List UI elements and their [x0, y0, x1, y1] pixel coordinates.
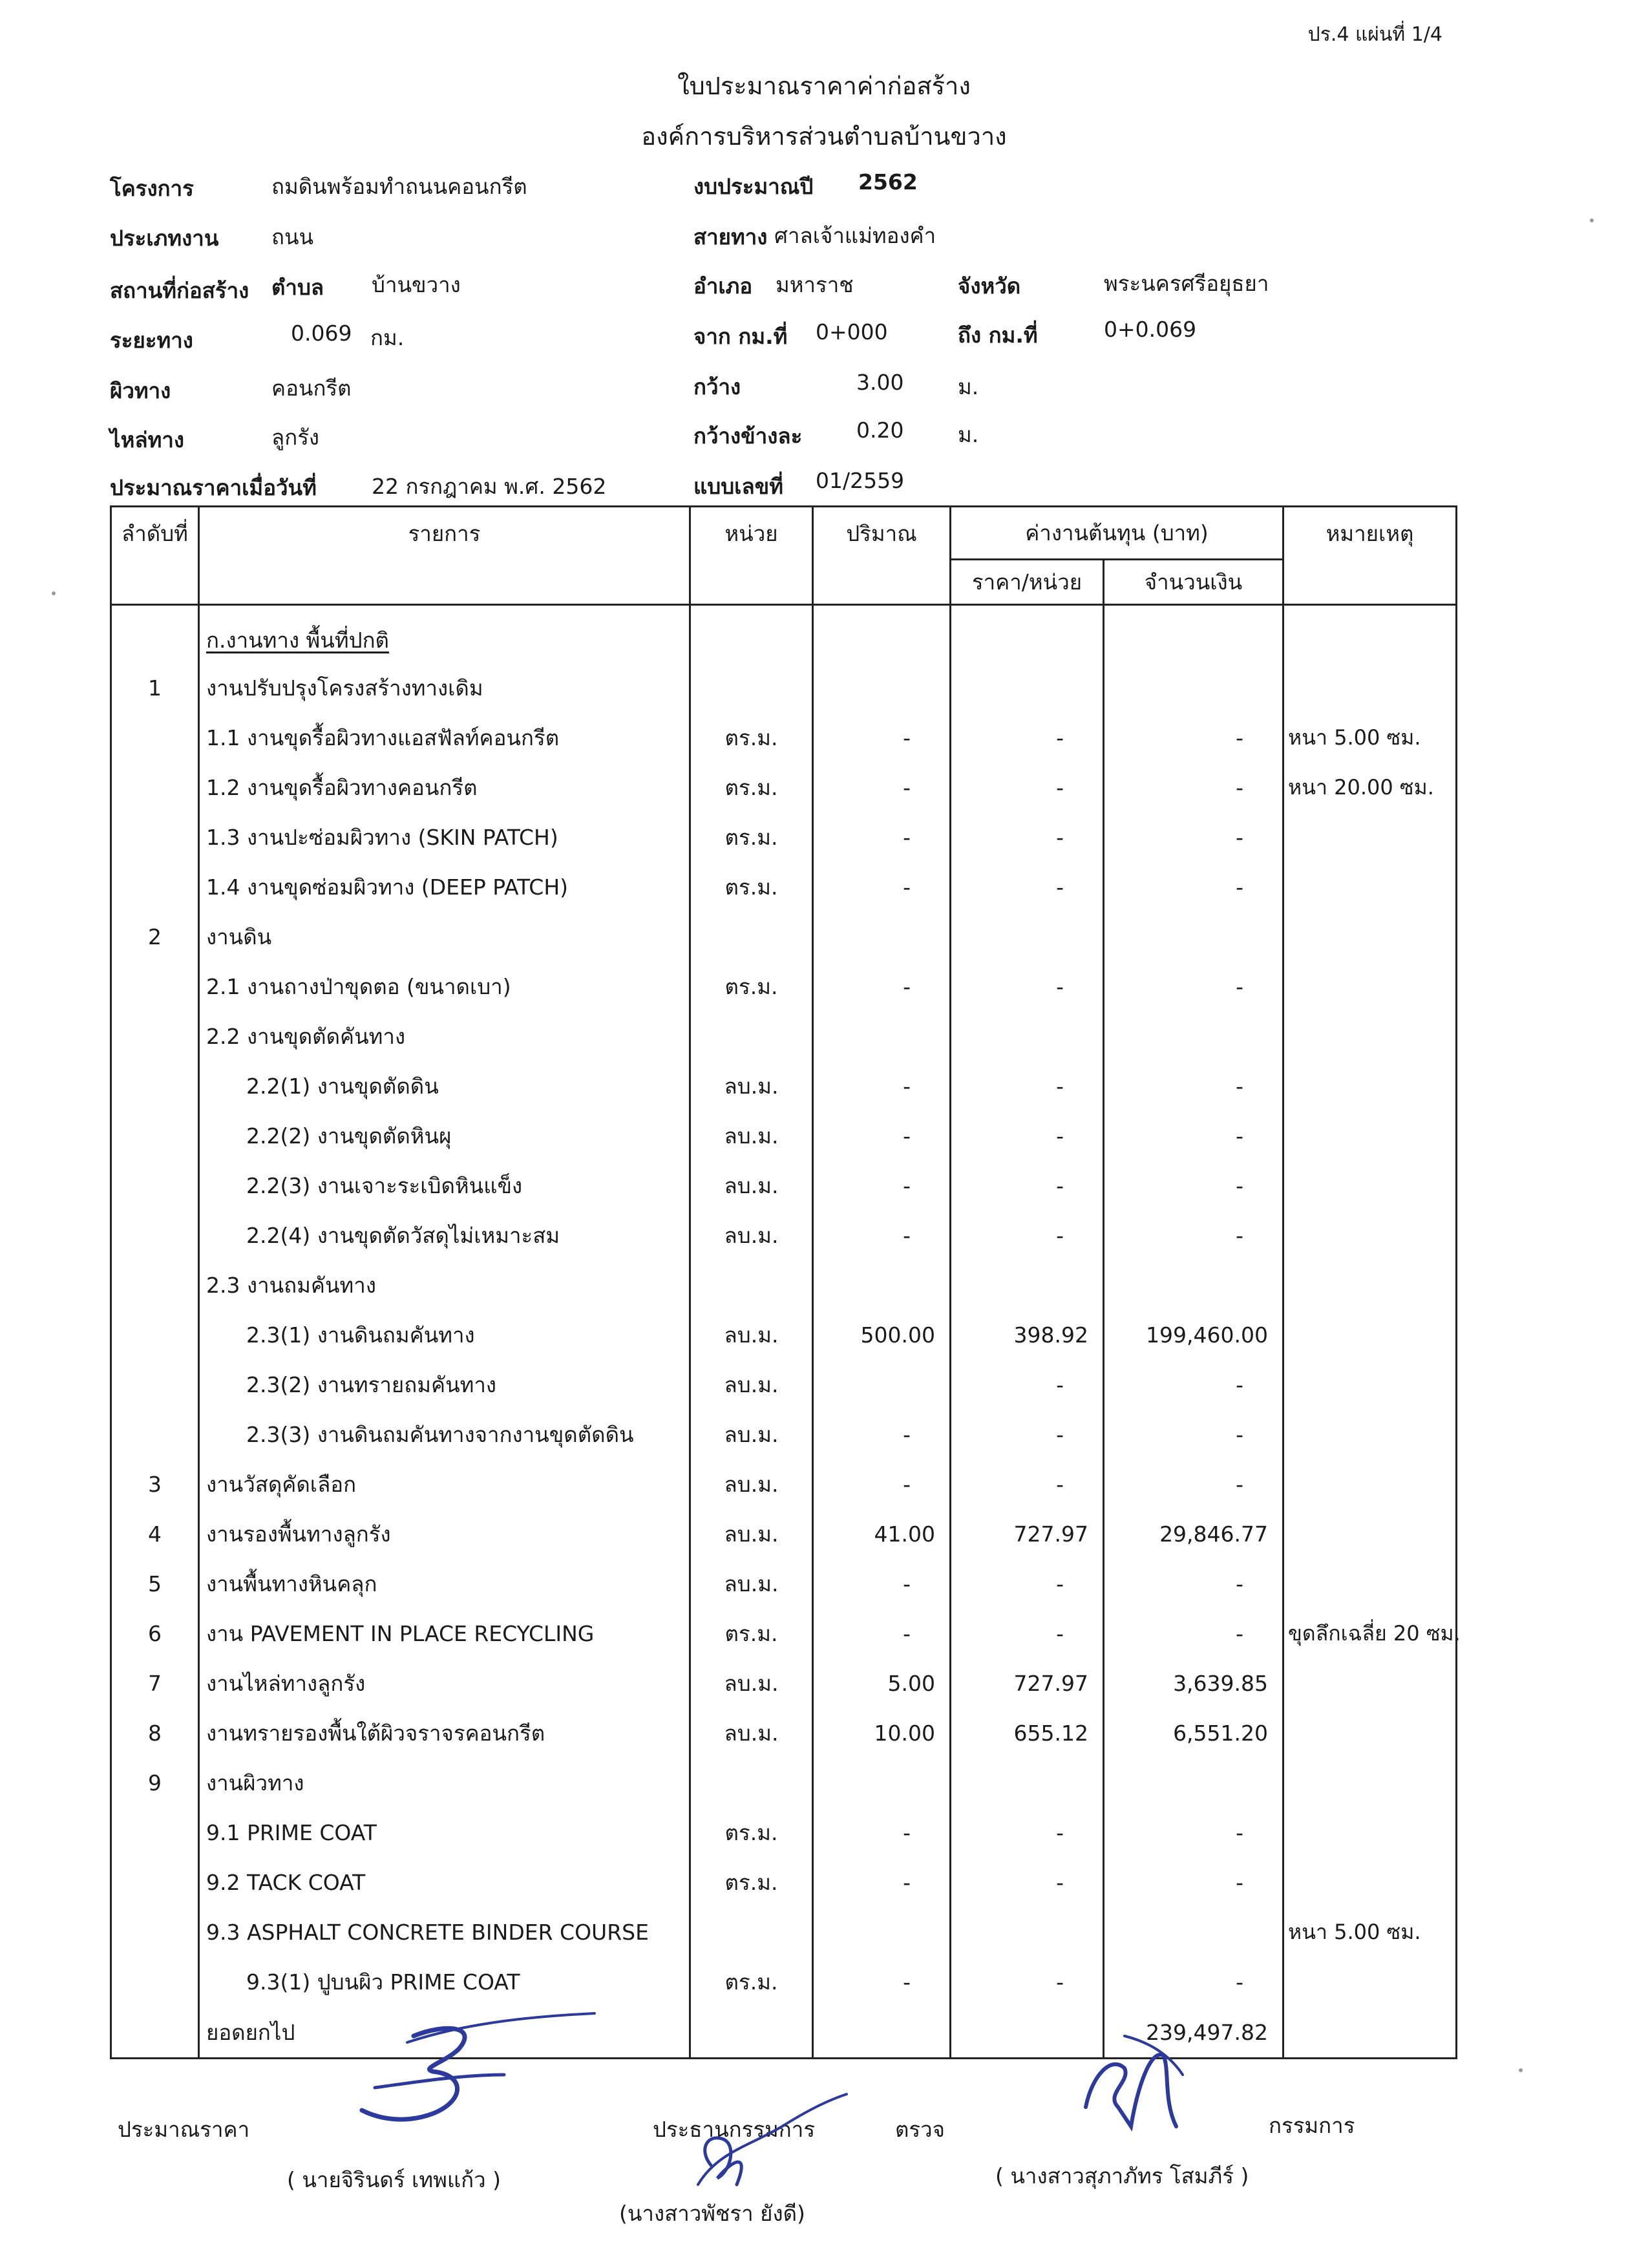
- cell-remark: [1284, 605, 1457, 664]
- table-row: [111, 1907, 1457, 1957]
- cell-qty: [813, 605, 951, 664]
- cell-remark: [1284, 1659, 1457, 1708]
- route-value: ศาลเจ้าแม่ทองคำ: [774, 223, 936, 248]
- cell-no: [111, 713, 199, 763]
- cell-item: งานผิวทาง: [199, 1758, 690, 1808]
- estimator-label: ประมาณราคา: [118, 2117, 250, 2142]
- cell-price: -: [951, 1808, 1104, 1858]
- cell-qty: [813, 2007, 951, 2059]
- cell-qty: -: [813, 1559, 951, 1609]
- table-row: [111, 912, 1457, 962]
- cell-qty: -: [813, 1957, 951, 2007]
- cell-amount: 3,639.85: [1104, 1659, 1284, 1708]
- cell-no: 3: [111, 1459, 199, 1509]
- cell-remark: หนา 20.00 ซม.: [1284, 763, 1457, 812]
- cell-price: -: [951, 812, 1104, 862]
- cell-qty: -: [813, 1858, 951, 1907]
- table-body: [111, 605, 1461, 2059]
- cell-qty: -: [813, 1410, 951, 1459]
- distance-label: ระยะทาง: [110, 328, 193, 353]
- table-row: [111, 1410, 1457, 1459]
- chair-label: ประธานกรรมการ: [653, 2117, 816, 2142]
- distance-value: 0.069: [291, 321, 352, 346]
- cell-price: -: [951, 1061, 1104, 1111]
- cell-remark: [1284, 1360, 1457, 1410]
- header-unit-price: ราคา/หน่วย: [951, 560, 1104, 605]
- cell-no: [111, 1061, 199, 1111]
- cell-price: [951, 663, 1104, 713]
- surface-value: คอนกรีต: [271, 376, 352, 401]
- cell-price: -: [951, 962, 1104, 1012]
- shoulder-width-unit: ม.: [958, 422, 979, 447]
- cell-price: -: [951, 1559, 1104, 1609]
- cell-qty: -: [813, 1808, 951, 1858]
- cell-price: -: [951, 1410, 1104, 1459]
- cell-unit: ตร.ม.: [690, 1609, 813, 1659]
- cell-amount: [1104, 1012, 1284, 1061]
- cell-qty: -: [813, 962, 951, 1012]
- site-label: สถานที่ก่อสร้าง: [110, 278, 249, 303]
- cell-price: -: [951, 1360, 1104, 1410]
- shoulder-width-value: 0.20: [856, 418, 904, 443]
- cell-no: [111, 1410, 199, 1459]
- cell-unit: ตร.ม.: [690, 862, 813, 912]
- table-row: [111, 1459, 1457, 1509]
- cell-item: 2.2(2) งานขุดตัดหินผุ: [199, 1111, 690, 1161]
- cell-unit: ลบ.ม.: [690, 1111, 813, 1161]
- table-row: [111, 1808, 1457, 1858]
- cell-remark: [1284, 1211, 1457, 1260]
- shoulder-width-label: กว้างข้างละ: [693, 423, 803, 449]
- table-row: [111, 1708, 1457, 1758]
- table-row: [111, 663, 1457, 713]
- to-km-label: ถึง กม.ที่: [958, 323, 1038, 348]
- cell-qty: -: [813, 763, 951, 812]
- cell-item: 9.1 PRIME COAT: [199, 1808, 690, 1858]
- cell-remark: [1284, 1559, 1457, 1609]
- surface-label: ผิวทาง: [110, 378, 171, 403]
- cell-no: [111, 763, 199, 812]
- cell-amount: -: [1104, 1808, 1284, 1858]
- tambon-label: ตำบล: [271, 275, 324, 300]
- cell-item: 2.3(3) งานดินถมคันทางจากงานขุดตัดดิน: [199, 1410, 690, 1459]
- cell-remark: [1284, 912, 1457, 962]
- cell-remark: [1284, 1708, 1457, 1758]
- table-row: [111, 1559, 1457, 1609]
- cell-item: 1.3 งานปะซ่อมผิวทาง (SKIN PATCH): [199, 812, 690, 862]
- cell-remark: [1284, 962, 1457, 1012]
- cell-unit: ลบ.ม.: [690, 1509, 813, 1559]
- table-row: [111, 1012, 1457, 1061]
- cell-no: [111, 862, 199, 912]
- amphoe-value: มหาราช: [776, 272, 854, 297]
- cell-item: 2.3 งานถมคันทาง: [199, 1260, 690, 1310]
- cell-amount: [1104, 663, 1284, 713]
- cell-unit: ลบ.ม.: [690, 1459, 813, 1509]
- cell-no: [111, 1957, 199, 2007]
- cell-unit: ลบ.ม.: [690, 1659, 813, 1708]
- table-row: [111, 862, 1457, 912]
- scan-speck: [1590, 218, 1594, 222]
- cell-qty: [813, 1360, 951, 1410]
- table-row: [111, 1858, 1457, 1907]
- cell-unit: [690, 1758, 813, 1808]
- table-row: [111, 1957, 1457, 2007]
- table-row: [111, 1360, 1457, 1410]
- cell-amount: -: [1104, 763, 1284, 812]
- cell-remark: [1284, 1459, 1457, 1509]
- cell-item: 2.3(1) งานดินถมคันทาง: [199, 1310, 690, 1360]
- cell-no: [111, 1260, 199, 1310]
- cell-amount: -: [1104, 812, 1284, 862]
- form-code: ปร.4 แผ่นที่ 1/4: [1307, 23, 1442, 46]
- table-row: [111, 2007, 1457, 2059]
- cell-remark: [1284, 1509, 1457, 1559]
- cell-item: 2.2(3) งานเจาะระเบิดหินแข็ง: [199, 1161, 690, 1211]
- scan-speck: [52, 591, 56, 595]
- cell-qty: [813, 1260, 951, 1310]
- route-label: สายทาง: [693, 224, 768, 249]
- cell-unit: ตร.ม.: [690, 713, 813, 763]
- cell-unit: ตร.ม.: [690, 1957, 813, 2007]
- date-value: 22 กรกฎาคม พ.ศ. 2562: [372, 474, 607, 499]
- cell-no: [111, 1310, 199, 1360]
- header-unit: หน่วย: [690, 507, 813, 605]
- cell-amount: -: [1104, 1211, 1284, 1260]
- member-signature-mark: [1066, 2030, 1221, 2139]
- cell-price: [951, 1758, 1104, 1808]
- cell-item: 1.4 งานขุดซ่อมผิวทาง (DEEP PATCH): [199, 862, 690, 912]
- cell-item: งานรองพื้นทางลูกรัง: [199, 1509, 690, 1559]
- cell-no: 2: [111, 912, 199, 962]
- cell-no: [111, 1360, 199, 1410]
- cell-no: 9: [111, 1758, 199, 1808]
- table-row: [111, 1310, 1457, 1360]
- cell-unit: [690, 663, 813, 713]
- distance-unit: กม.: [370, 325, 405, 350]
- cell-no: 7: [111, 1659, 199, 1708]
- drawing-value: 01/2559: [816, 468, 905, 493]
- cell-qty: [813, 1012, 951, 1061]
- table-row: [111, 1061, 1457, 1111]
- cell-price: -: [951, 1957, 1104, 2007]
- cell-amount: -: [1104, 1360, 1284, 1410]
- cell-amount: [1104, 1260, 1284, 1310]
- header-cost-group: ค่างานต้นทุน (บาท): [951, 507, 1284, 560]
- cell-no: [111, 1012, 199, 1061]
- cell-qty: 5.00: [813, 1659, 951, 1708]
- cell-remark: [1284, 1808, 1457, 1858]
- table-row: [111, 605, 1457, 664]
- cell-no: [111, 1211, 199, 1260]
- cell-remark: [1284, 1012, 1457, 1061]
- cell-unit: ลบ.ม.: [690, 1708, 813, 1758]
- from-km-label: จาก กม.ที่: [693, 324, 788, 349]
- organization-title: องค์การบริหารส่วนตำบลบ้านขวาง: [641, 122, 1007, 151]
- cell-remark: [1284, 862, 1457, 912]
- cell-remark: [1284, 1111, 1457, 1161]
- table-row: [111, 962, 1457, 1012]
- cell-unit: ลบ.ม.: [690, 1360, 813, 1410]
- cell-unit: ลบ.ม.: [690, 1410, 813, 1459]
- header-remark: หมายเหตุ: [1284, 507, 1457, 605]
- date-label: ประมาณราคาเมื่อวันที่: [110, 475, 317, 500]
- cell-item: งานพื้นทางหินคลุก: [199, 1559, 690, 1609]
- cell-item: ยอดยกไป: [199, 2007, 690, 2059]
- header-amount: จำนวนเงิน: [1104, 560, 1284, 605]
- cell-amount: -: [1104, 1061, 1284, 1111]
- tambon-value: บ้านขวาง: [372, 272, 461, 297]
- header-qty: ปริมาณ: [813, 507, 951, 605]
- cell-price: -: [951, 1111, 1104, 1161]
- cell-no: 6: [111, 1609, 199, 1659]
- cell-unit: ตร.ม.: [690, 962, 813, 1012]
- cost-estimate-table: [110, 505, 1461, 2059]
- cell-amount: -: [1104, 1957, 1284, 2007]
- worktype-value: ถนน: [271, 224, 314, 249]
- cell-amount: -: [1104, 713, 1284, 763]
- cell-price: 398.92: [951, 1310, 1104, 1360]
- cell-item: 1.1 งานขุดรื้อผิวทางแอสฟัลท์คอนกรีต: [199, 713, 690, 763]
- cell-qty: -: [813, 1061, 951, 1111]
- cell-price: -: [951, 1858, 1104, 1907]
- cell-price: -: [951, 1459, 1104, 1509]
- cell-no: [111, 1907, 199, 1957]
- shoulder-value: ลูกรัง: [271, 425, 320, 450]
- cell-price: -: [951, 763, 1104, 812]
- cell-unit: ตร.ม.: [690, 812, 813, 862]
- cell-unit: ลบ.ม.: [690, 1211, 813, 1260]
- cell-price: 655.12: [951, 1708, 1104, 1758]
- cell-item: 2.3(2) งานทรายถมคันทาง: [199, 1360, 690, 1410]
- table-row: [111, 1161, 1457, 1211]
- cell-qty: -: [813, 1111, 951, 1161]
- member-name: ( นางสาวสุภาภัทร โสมภีร์ ): [995, 2163, 1249, 2189]
- document-title: ใบประมาณราคาค่าก่อสร้าง: [677, 72, 971, 100]
- cell-price: [951, 1907, 1104, 1957]
- table-row: [111, 1211, 1457, 1260]
- budget-label: งบประมาณปี: [693, 174, 814, 199]
- cell-amount: [1104, 912, 1284, 962]
- cell-remark: หนา 5.00 ซม.: [1284, 713, 1457, 763]
- amphoe-label: อำเภอ: [693, 273, 753, 299]
- budget-value: 2562: [858, 169, 918, 195]
- cell-amount: -: [1104, 1111, 1284, 1161]
- cell-qty: -: [813, 1211, 951, 1260]
- cell-remark: [1284, 1061, 1457, 1111]
- cell-amount: [1104, 1758, 1284, 1808]
- cell-amount: [1104, 605, 1284, 664]
- cell-qty: -: [813, 812, 951, 862]
- cell-qty: 10.00: [813, 1708, 951, 1758]
- check-label: ตรวจ: [895, 2117, 945, 2142]
- cell-remark: [1284, 1260, 1457, 1310]
- cell-unit: [690, 912, 813, 962]
- estimator-signature-mark: [336, 2010, 607, 2159]
- cell-unit: ลบ.ม.: [690, 1310, 813, 1360]
- table-row: [111, 1758, 1457, 1808]
- cell-item: งานวัสดุคัดเลือก: [199, 1459, 690, 1509]
- table-row: [111, 1111, 1457, 1161]
- cell-remark: [1284, 2007, 1457, 2059]
- cell-price: -: [951, 1161, 1104, 1211]
- cell-amount: 239,497.82: [1104, 2007, 1284, 2059]
- cell-no: [111, 962, 199, 1012]
- cell-remark: [1284, 663, 1457, 713]
- from-km-value: 0+000: [816, 319, 888, 344]
- cell-no: 4: [111, 1509, 199, 1559]
- cell-qty: [813, 912, 951, 962]
- cell-no: [111, 605, 199, 664]
- cell-item: 9.3 ASPHALT CONCRETE BINDER COURSE: [199, 1907, 690, 1957]
- cell-no: [111, 1161, 199, 1211]
- cell-amount: -: [1104, 1459, 1284, 1509]
- drawing-label: แบบเลขที่: [693, 474, 783, 499]
- cell-item: 2.2 งานขุดตัดคันทาง: [199, 1012, 690, 1061]
- cell-amount: -: [1104, 862, 1284, 912]
- cell-item: งานปรับปรุงโครงสร้างทางเดิม: [199, 663, 690, 713]
- cell-amount: -: [1104, 1559, 1284, 1609]
- estimator-name: ( นายจิรินดร์ เทพแก้ว ): [287, 2167, 501, 2192]
- to-km-value: 0+0.069: [1104, 317, 1197, 342]
- cell-remark: [1284, 1858, 1457, 1907]
- cell-item: 9.3(1) ปูบนผิว PRIME COAT: [199, 1957, 690, 2007]
- cell-qty: -: [813, 713, 951, 763]
- header-item: รายการ: [199, 507, 690, 605]
- cell-unit: ตร.ม.: [690, 1808, 813, 1858]
- shoulder-label: ไหล่ทาง: [110, 427, 184, 452]
- cell-item: 9.2 TACK COAT: [199, 1858, 690, 1907]
- cell-qty: -: [813, 1161, 951, 1211]
- cell-unit: ตร.ม.: [690, 1858, 813, 1907]
- project-label: โครงการ: [110, 176, 194, 201]
- cell-remark: [1284, 1161, 1457, 1211]
- cell-amount: -: [1104, 1858, 1284, 1907]
- cell-unit: [690, 1012, 813, 1061]
- cell-unit: ตร.ม.: [690, 763, 813, 812]
- cell-qty: 500.00: [813, 1310, 951, 1360]
- cell-item: 2.2(1) งานขุดตัดดิน: [199, 1061, 690, 1111]
- cell-price: -: [951, 713, 1104, 763]
- table-row: [111, 713, 1457, 763]
- header-no: ลำดับที่: [111, 507, 199, 605]
- cell-item: 1.2 งานขุดรื้อผิวทางคอนกรีต: [199, 763, 690, 812]
- cell-unit: [690, 1260, 813, 1310]
- table-row: [111, 1609, 1457, 1659]
- cell-qty: [813, 1758, 951, 1808]
- cell-amount: -: [1104, 1609, 1284, 1659]
- table-row: [111, 1509, 1457, 1559]
- cell-price: -: [951, 862, 1104, 912]
- cell-no: [111, 812, 199, 862]
- table-row: [111, 812, 1457, 862]
- cell-price: 727.97: [951, 1659, 1104, 1708]
- province-value: พระนครศรีอยุธยา: [1104, 271, 1269, 296]
- cell-unit: ลบ.ม.: [690, 1061, 813, 1111]
- province-label: จังหวัด: [958, 273, 1021, 299]
- cell-price: 727.97: [951, 1509, 1104, 1559]
- cell-amount: 199,460.00: [1104, 1310, 1284, 1360]
- cell-remark: [1284, 1957, 1457, 2007]
- cell-amount: 29,846.77: [1104, 1509, 1284, 1559]
- cell-no: 8: [111, 1708, 199, 1758]
- cell-remark: [1284, 1758, 1457, 1808]
- table-row: [111, 1260, 1457, 1310]
- cell-price: -: [951, 1211, 1104, 1260]
- cell-no: [111, 2007, 199, 2059]
- cell-no: 5: [111, 1559, 199, 1609]
- width-unit: ม.: [958, 374, 979, 399]
- cell-no: [111, 1808, 199, 1858]
- cell-price: [951, 605, 1104, 664]
- cell-unit: [690, 605, 813, 664]
- cell-amount: [1104, 1907, 1284, 1957]
- cell-item: 2.1 งานถางป่าขุดตอ (ขนาดเบา): [199, 962, 690, 1012]
- cell-price: [951, 1012, 1104, 1061]
- worktype-label: ประเภทงาน: [110, 226, 219, 251]
- cell-remark: [1284, 1310, 1457, 1360]
- table-row: [111, 763, 1457, 812]
- cell-price: [951, 1260, 1104, 1310]
- cell-amount: -: [1104, 1161, 1284, 1211]
- cell-unit: ลบ.ม.: [690, 1559, 813, 1609]
- cell-remark: หนา 5.00 ซม.: [1284, 1907, 1457, 1957]
- member-label: กรรมการ: [1269, 2113, 1355, 2138]
- cell-item: 2.2(4) งานขุดตัดวัสดุไม่เหมาะสม: [199, 1211, 690, 1260]
- cell-qty: -: [813, 1609, 951, 1659]
- cell-no: [111, 1858, 199, 1907]
- cell-no: [111, 1111, 199, 1161]
- cell-amount: -: [1104, 1410, 1284, 1459]
- cell-qty: -: [813, 862, 951, 912]
- cell-price: -: [951, 1609, 1104, 1659]
- cell-qty: [813, 1907, 951, 1957]
- cell-remark: [1284, 1410, 1457, 1459]
- cell-price: [951, 912, 1104, 962]
- cell-no: 1: [111, 663, 199, 713]
- cell-unit: [690, 1907, 813, 1957]
- cell-item: งาน PAVEMENT IN PLACE RECYCLING: [199, 1609, 690, 1659]
- project-value: ถมดินพร้อมทำถนนคอนกรีต: [271, 174, 527, 199]
- scan-speck: [1519, 2068, 1523, 2072]
- cell-unit: [690, 2007, 813, 2059]
- cell-qty: [813, 663, 951, 713]
- cell-item: งานดิน: [199, 912, 690, 962]
- cell-item: ก.งานทาง พื้นที่ปกติ: [199, 605, 690, 664]
- chair-signature-mark: [672, 2088, 853, 2198]
- cell-qty: 41.00: [813, 1509, 951, 1559]
- cell-item: งานไหล่ทางลูกรัง: [199, 1659, 690, 1708]
- table-row: [111, 1659, 1457, 1708]
- width-label: กว้าง: [693, 374, 741, 399]
- chair-name: (นางสาวพัชรา ยังดี): [619, 2201, 805, 2226]
- cell-remark: [1284, 812, 1457, 862]
- width-value: 3.00: [856, 370, 904, 395]
- cell-qty: -: [813, 1459, 951, 1509]
- cell-amount: 6,551.20: [1104, 1708, 1284, 1758]
- cell-remark: ขุดลึกเฉลี่ย 20 ซม.: [1284, 1609, 1457, 1659]
- cell-item: งานทรายรองพื้นใต้ผิวจราจรคอนกรีต: [199, 1708, 690, 1758]
- cell-unit: ลบ.ม.: [690, 1161, 813, 1211]
- cell-amount: -: [1104, 962, 1284, 1012]
